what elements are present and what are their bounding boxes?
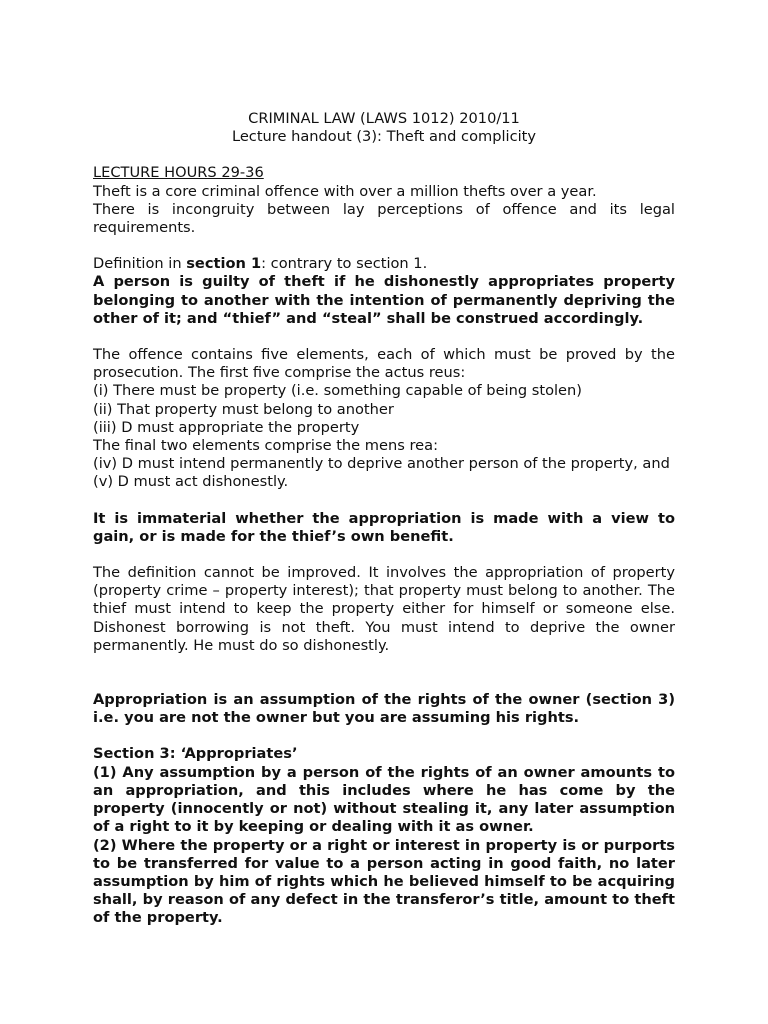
document-body — [93, 110, 675, 928]
definition-section-ref: section 1 — [186, 255, 262, 273]
intro-line-1: Theft is a core criminal offence with over a million thefts over a year. — [93, 182, 597, 200]
definition-prefix: Definition in — [93, 255, 187, 273]
section-3-subsection-1: (1) Any assumption by a person of the rights of an owner amounts to an appropriation, and this includes where he has come by the property (innocently or not) without stealing it, any later assumption of a right to it by keeping or dealing with it as owner. — [93, 763, 675, 836]
actus-reus-item: (ii) That property must belong to another — [93, 400, 394, 418]
intro-line-2: There is incongruity between lay perceptions of offence and its legal requirements. — [93, 200, 675, 237]
appropriation-summary: Appropriation is an assumption of the rights of the owner (section 3) i.e. you are not the owner but you are assuming his rights. — [93, 691, 675, 727]
actus-reus-item: (i) There must be property (i.e. something capable of being stolen) — [93, 382, 582, 400]
definition-suffix: : contrary to section 1. — [261, 255, 428, 273]
mens-rea-item: (iv) D must intend permanently to deprive another person of the property, and — [93, 455, 670, 473]
handout-title: Lecture handout (3): Theft and complicity — [231, 128, 537, 146]
theft-definition-statute: A person is guilty of theft if he dishonestly appropriates property belonging to another with the intention of permanently depriving the other of it; and “thief” and “steal” shall be construed accordingly. — [93, 273, 675, 327]
mens-rea-item: (v) D must act dishonestly. — [93, 473, 289, 491]
section-3-heading: Section 3: ‘Appropriates’ — [93, 745, 298, 763]
mens-rea-intro: The final two elements comprise the mens rea: — [93, 437, 439, 455]
course-title: CRIMINAL LAW (LAWS 1012) 2010/11 — [248, 110, 520, 127]
elements-intro: The offence contains five elements, each of which must be proved by the prosecution. The first five comprise the actus reus: — [93, 346, 675, 382]
section-3-subsection-2: (2) Where the property or a right or interest in property is or purports to be transferred for value to a person acting in good faith, no later assumption by him of rights which he believed himself to be acquiring shall, by reason of any defect in the transferor’s title, amount to theft of the property. — [93, 836, 675, 927]
lecture-hours-heading: LECTURE HOURS 29-36 — [93, 164, 264, 182]
definition-line — [93, 255, 675, 273]
actus-reus-item: (iii) D must appropriate the property — [93, 418, 360, 436]
definition-commentary: The definition cannot be improved. It involves the appropriation of property (property crime – property interest); that property must belong to another. The thief must intend to keep the property either for himself or someone else. Dishonest borrowing is not theft. You must intend to deprive the owner permanently. He must do so dishonestly. — [93, 564, 675, 654]
immaterial-gain-paragraph: It is immaterial whether the appropriation is made with a view to gain, or is made for the thief’s own benefit. — [93, 509, 675, 545]
